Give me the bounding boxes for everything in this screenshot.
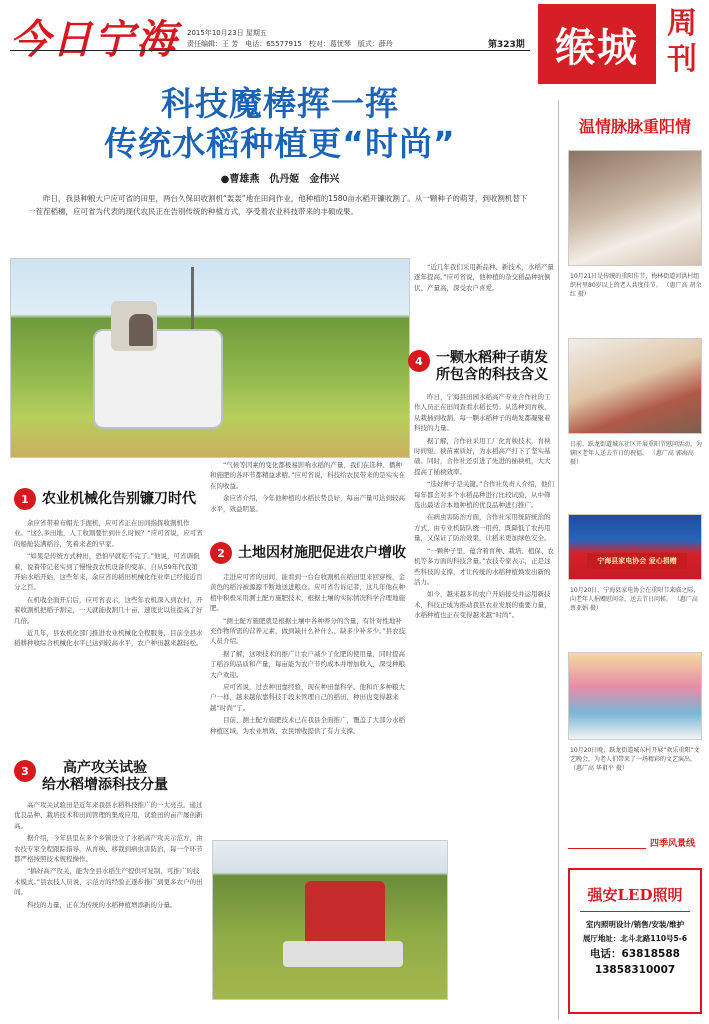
ad-phone-2: 13858310007 xyxy=(594,964,676,976)
ad-phone-1: 电话：63818588 xyxy=(590,948,680,960)
section-number-badge: 4 xyxy=(408,350,430,372)
photo-caption: 日前，跃龙街道城东社区开展重阳节慰问活动，为辖区老年人送去节日的祝福。 （惠广高 郭海高 摄） xyxy=(570,441,703,466)
section-header-1 xyxy=(14,488,196,510)
column-divider xyxy=(558,100,559,1020)
section-title-line-1: 一颗水稻种子萌发 xyxy=(436,350,548,366)
season-divider xyxy=(568,848,646,849)
body-column-section-4 xyxy=(414,392,554,832)
photo-dance-performance xyxy=(568,652,702,740)
body-column-section-2 xyxy=(210,572,408,834)
paragraph: 目前，测土配方施肥技术已在我县全面推广，覆盖了大部分水稻种植区域，为农业增效、农民增收提供了有力支撑。 xyxy=(210,716,405,735)
farmer-figure xyxy=(129,314,153,346)
paragraph: 在病虫害防治方面，合作社采用统防统治的方式，由专业机防队统一用药，既降低了农药用量，又保证了防治效果，让稻米更加绿色安全。 xyxy=(414,513,551,543)
header-divider xyxy=(10,50,530,51)
section-title xyxy=(42,760,168,794)
paragraph: 昨日，宁海县田园水稻高产专业合作社的工作人员正在田间查看水稻长势。从选种到育秧，从栽插到收割，每一颗水稻种子的萌发都凝聚着科技的力量。 xyxy=(414,393,551,433)
section-number-badge: 1 xyxy=(14,488,36,510)
sidebar-title: 温情脉脉重阳情 xyxy=(578,117,691,136)
section-title-line-2: 给水稻增添科技分量 xyxy=(42,777,168,793)
photo-caption: 10月20日，宁海县家电协会在重阳节来临之际，向老年人捐赠慰问金，送去节日问候。 （惠广高 蔡亚娟 摄） xyxy=(570,587,700,612)
paragraph: “如果是传统方式种田，恐怕早就吃不完了。”他说，可省调侃着，说着带记老实到了慢慢我农机设备的变革，自从59年代我第开始水稻开始，这些年来，余应省的稻田机械化作业率已经接近百分之百。 xyxy=(14,552,203,592)
ad-address: 展厅地址：北斗北路110号5-6 xyxy=(582,934,688,943)
paragraph: 如今，越来越多的农户开始接受并运用新技术，科技正成为推动我县农业发展的重要力量，水稻种植也正在变得越来越“时尚”。 xyxy=(414,590,551,620)
lead-paragraph: 昨日，我县种粮大户应可省的田里，两台久保田收割机“轰轰”地在田间作业，他种植的1580亩水稻开镰收割了。从一颗种子的萌芽，到收割机替下一茬茬稻穗，应可省为代表的现代农民正在告别传统的种植方式，享受着农业科技带来的丰硕成果。 xyxy=(28,194,528,216)
combine-base xyxy=(283,941,403,967)
body-column-section-3 xyxy=(14,800,204,1000)
photo-donation-ceremony xyxy=(568,514,702,580)
ad-services: 室内照明设计/销售/安装/维护 xyxy=(585,920,685,929)
photo-community-visit xyxy=(568,338,702,434)
section-title: 土地因材施肥促进农户增收 xyxy=(238,544,406,561)
advertisement-box xyxy=(568,868,702,1014)
season-label: 四季风景线 xyxy=(650,839,696,849)
section-header-2 xyxy=(210,542,406,564)
body-column-top-right xyxy=(414,262,554,346)
paragraph: 余应省带着布帽光手握机，应可省正在田间指挥收割机作业。“这么多田地，人工收割要忙到什么时候？”应可省说，应可省的船舱装满稻谷，笑着来老的早家。 xyxy=(14,519,203,548)
paragraph: 科技的力量，正在为传统的水稻种植增添新的分量。 xyxy=(27,900,177,909)
paragraph: “气候等因素的变化都极易影响水稻的产量，我们在选种、播种和施肥的各环节都精益求精。”应可省说，科技给农民带来的是实实在在的收益。 xyxy=(210,461,406,490)
harvester-machine xyxy=(93,329,223,429)
staff-credits: 责任编辑：王 芳 电话：65577915 校对：葛忧琴 版式：薛玲 xyxy=(187,40,393,48)
section-brand-name: 缑城 xyxy=(555,23,639,71)
paragraph: “测土配方施肥就是根据土壤中各种养分的含量，有针对性地补充作物所需的营养元素，做到缺什么补什么、缺多少补多少。”县农技人员介绍。 xyxy=(210,616,406,646)
main-headline xyxy=(30,84,530,164)
section-brand-box xyxy=(538,4,656,84)
photo-elderly-dinner xyxy=(568,150,702,266)
paragraph: 应可省说，过去种田靠经验，现在种田靠科学。他和许多种粮大户一样，越来越依靠科技手段来管理自己的稻田，种田也变得越来越“时尚”了。 xyxy=(210,683,405,712)
ad-title: 强安LED照明 xyxy=(587,886,683,904)
donation-banner: 宁海县家电协会 爱心捐赠 xyxy=(587,553,687,569)
section-number-badge: 2 xyxy=(210,542,232,564)
photo-harvester-in-field xyxy=(10,258,410,458)
paragraph: 近几年，县农机化部门推进农业机械化全程服务，目前全县水稻耕种收综合机械化水平已达到较高水平，农户种田越来越轻松。 xyxy=(14,629,203,648)
issue-date: 2015年10月23日 星期五 xyxy=(187,29,267,37)
publication-info xyxy=(187,28,393,50)
headline-line-1: 科技魔棒挥一挥 xyxy=(161,84,399,123)
photo-caption: 10月21日是传统的重阳佳节，梅林街道河洪村组织村里80岁以上的老人共度佳节。 （惠广高 胡余红 摄） xyxy=(570,273,702,298)
paragraph: 余应省介绍，今年他种植的水稻长势良好，每亩产量可达到较高水平，效益明显。 xyxy=(210,494,405,513)
masthead-title: 今日宁海 xyxy=(10,16,178,63)
section-title: 农业机械化告别镰刀时代 xyxy=(42,490,196,507)
section-header-3 xyxy=(14,760,168,794)
utility-pole xyxy=(191,267,194,337)
paragraph: 在机收全面开启后，应可省表示，这些年农机深入到农村，开着收割机把稻子割完，一天就能收割几十亩，速度比以往提高了好几倍。 xyxy=(14,595,203,625)
section-title-line-2: 所包含的科技含义 xyxy=(436,367,548,383)
paragraph: 据介绍，今年县里在多个乡镇设立了水稻高产攻关示范方，由农技专家全程跟踪指导，从育秧、移栽到病虫害防治，每一个环节都严格按照技术规程操作。 xyxy=(14,834,203,864)
headline-line-2: 传统水稻种植更“时尚” xyxy=(104,124,456,163)
section-header-4 xyxy=(408,350,548,384)
paragraph: “选好种子是关键。”合作社负责人介绍，他们每年都会对多个水稻品种进行比较试验，从中筛选出最适合本地种植的优良品种进行推广。 xyxy=(414,480,554,510)
byline: ●曹雄燕 仇丹姬 金伟兴 xyxy=(220,174,340,185)
section-number-badge: 3 xyxy=(14,760,36,782)
paragraph: 高产攻关试验田是近年来我县水稻科技推广的一大亮点。通过优良品种、栽培技术和田间管理的集成应用，试验田的亩产屡创新高。 xyxy=(14,801,203,830)
paragraph: 据了解，合作社采用工厂化育秧技术，育秧时间短、秧苗素质好，为水稻高产打下了坚实基础。同时，合作社还引进了先进的插秧机，大大提高了插秧效率。 xyxy=(414,436,551,476)
masthead-logo xyxy=(10,12,180,68)
body-column-intro-2 xyxy=(210,460,408,540)
ad-divider xyxy=(580,911,690,912)
weekly-label: 周刊 xyxy=(667,6,697,77)
paragraph: “一颗种子里，蕴含着育种、栽培、植保、农机等多方面的科技含量。”农技专家表示，正是这些科技的支撑，才让传统的水稻种植焕发出新的活力。 xyxy=(414,546,554,586)
paragraph: “搞好高产攻关，能为全县水稻生产提供可复制、可推广的技术模式。”县农技人员说，示范方的经验正逐步推广到更多农户的田间。 xyxy=(14,867,203,897)
issue-number: 第323期 xyxy=(488,40,525,50)
body-column-section-1 xyxy=(14,518,204,750)
section-title-line-1: 高产攻关试验 xyxy=(63,760,147,776)
section-title xyxy=(436,350,548,384)
paragraph: “近几年我们采用新品种、新技术，水稻产量逐年提高。”应可省说，他种植的杂交稻品种抗倒伏、产量高，深受农户喜爱。 xyxy=(414,263,554,292)
photo-caption: 10月20日晚，跃龙街道城东村开展“欢乐重阳”文艺晚会，为老人们带来了一场精彩的文艺演出。 （惠广高 华祖平 摄） xyxy=(570,747,700,772)
photo-combine-harvester xyxy=(212,840,448,1000)
paragraph: 走进应可省的田间，能看到一台台收割机在稻田里来回穿梭，金黄色的稻谷被源源不断地送进粮仓。应可省告诉记者，这几年他在种植中积极采用测土配方施肥技术，根据土壤的实际情况科学合理地施肥。 xyxy=(210,573,405,613)
paragraph: 据了解，这项技术的推广让农户减少了化肥的使用量，同时提高了稻谷的品质和产量，每亩能为农户节约成本并增加收入，深受种粮大户欢迎。 xyxy=(210,649,405,679)
